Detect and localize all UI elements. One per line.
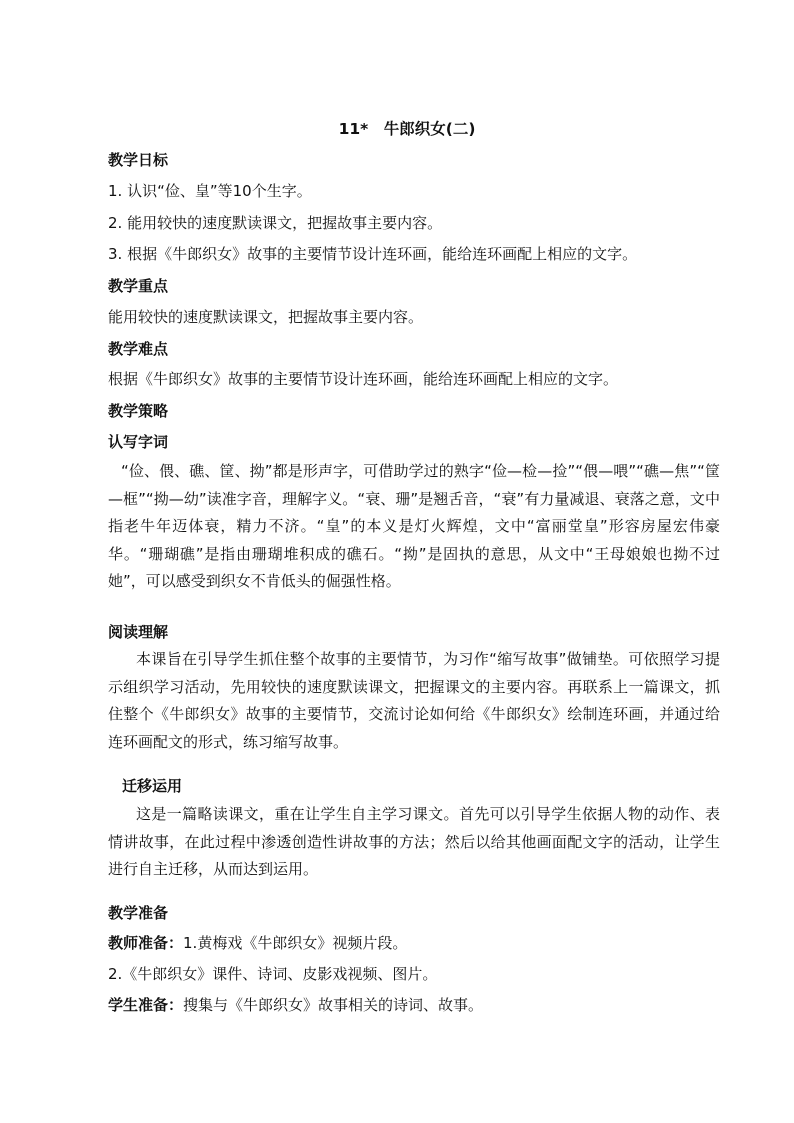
prep-heading: 教学准备 xyxy=(108,904,169,922)
words-paragraph: “俭、偎、礁、筐、拗”都是形声字，可借助学过的熟字“俭—检—捡”“偎—喂”“礁—焦”“筐—框”“拗—幼”读准字音，理解字义。“衰、珊”是翘舌音，“衰”有力量减退、衰落之意，文中指老牛年迈体衰，精力不济。“皇”的本义是灯火辉煌，文中“富丽堂皇”形容房屋宏伟豪华。“珊瑚礁”是指由珊瑚堆积成的礁石。“拗”是固执的意思，从文中“王母娘娘也拗不过她”，可以感受到织女不肯低头的倔强性格。 xyxy=(108,462,720,590)
goal-item-2: 2. 能用较快的速度默读课文，把握故事主要内容。 xyxy=(108,214,443,232)
teacher-prep-label: 教师准备： xyxy=(108,934,184,952)
key-heading: 教学重点 xyxy=(108,277,169,295)
reading-paragraph: 本课旨在引导学生抓住整个故事的主要情节，为习作“缩写故事”做铺垫。可依照学习提示组织学习活动，先用较快的速度默读课文，把握课文的主要内容。再联系上一篇课文，抓住整个《牛郎织女》故事的主要情节，交流讨论如何给《牛郎织女》绘制连环画，并通过给连环画配文的形式，练习缩写故事。 xyxy=(108,650,720,751)
transfer-paragraph: 这是一篇略读课文，重在让学生自主学习课文。首先可以引导学生依据人物的动作、表情讲故事，在此过程中渗透创造性讲故事的方法；然后以给其他画面配文字的活动，让学生进行自主迁移，从而达到运用。 xyxy=(108,805,720,878)
goals-heading: 教学日标 xyxy=(108,151,169,169)
student-prep-line xyxy=(108,995,720,1015)
reading-heading: 阅读理解 xyxy=(108,623,169,641)
page-title: 11* 牛郎织女(二) xyxy=(338,120,476,138)
student-prep-text: 搜集与《牛郎织女》故事相关的诗词、故事。 xyxy=(183,996,484,1014)
student-prep-label: 学生准备： xyxy=(108,996,184,1014)
transfer-heading: 迁移运用 xyxy=(122,777,183,795)
strategy-heading: 教学策略 xyxy=(108,402,169,420)
difficulty-text: 根据《牛郎织女》故事的主要情节设计连环画，能给连环画配上相应的文字。 xyxy=(108,370,619,388)
key-text: 能用较快的速度默读课文，把握故事主要内容。 xyxy=(108,308,424,326)
words-heading: 认写字词 xyxy=(108,433,169,451)
teacher-prep-item-1: 1.黄梅戏《牛郎织女》视频片段。 xyxy=(183,934,408,952)
teacher-prep-line xyxy=(108,933,720,953)
teacher-prep-item-2: 2.《牛郎织女》课件、诗词、皮影戏视频、图片。 xyxy=(108,965,438,983)
difficulty-heading: 教学难点 xyxy=(108,340,169,358)
goal-item-3: 3. 根据《牛郎织女》故事的主要情节设计连环画，能给连环画配上相应的文字。 xyxy=(108,245,638,263)
goal-item-1: 1. 认识“俭、皇”等10个生字。 xyxy=(108,182,312,200)
